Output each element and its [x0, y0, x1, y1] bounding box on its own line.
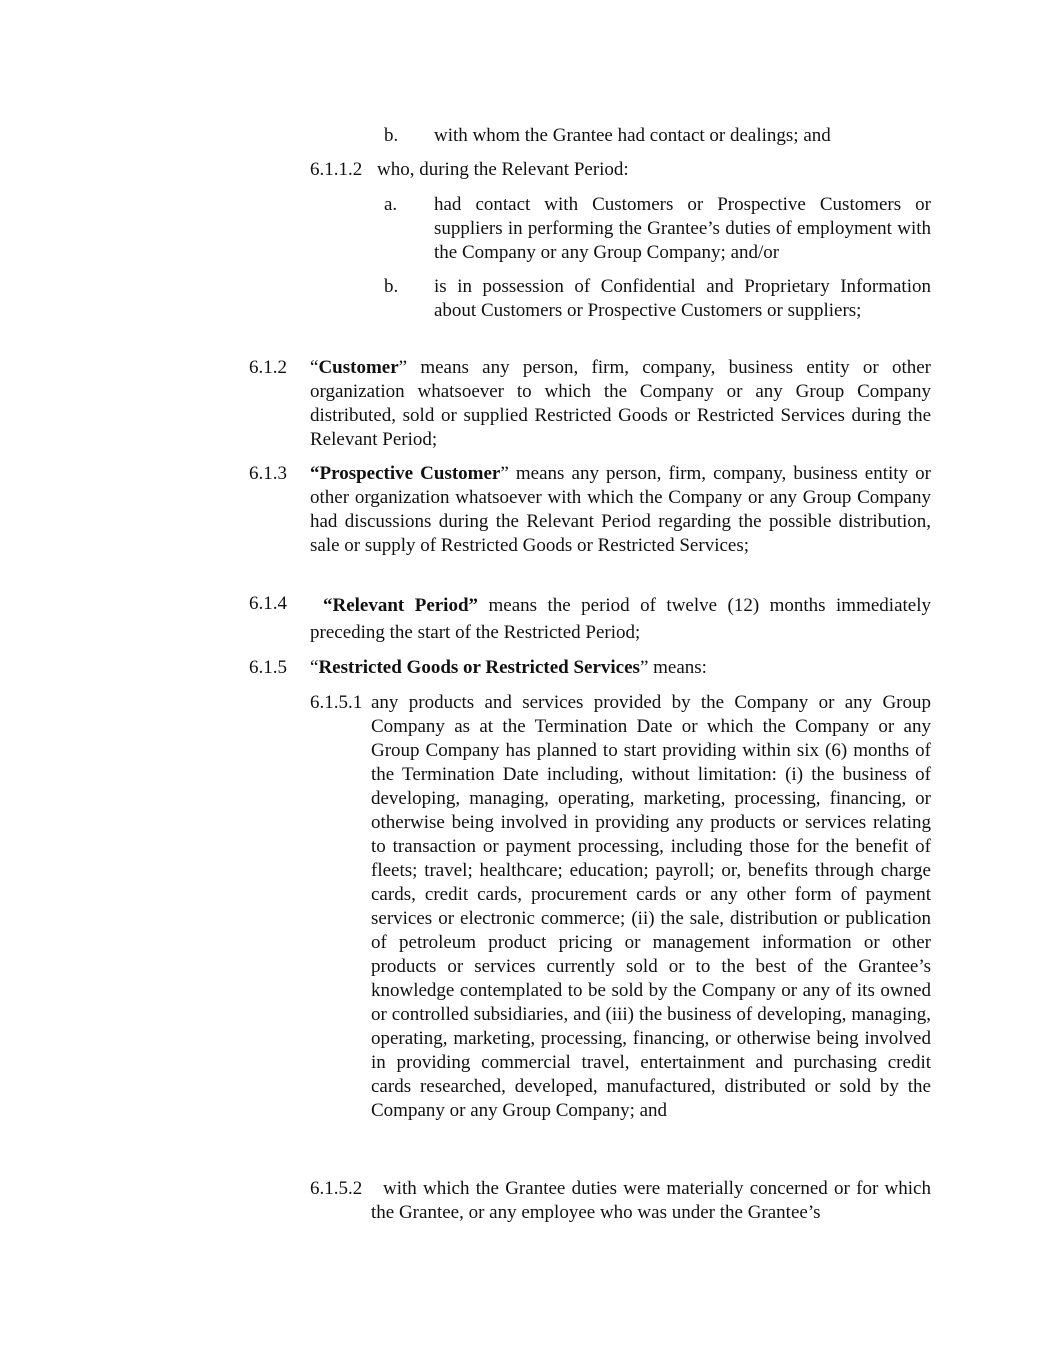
clause-text: [310, 656, 707, 680]
clause-6-1-5: [0, 656, 1055, 680]
sub-item-text: had contact with Customers or Prospective Customers or suppliers in performing the Grantee’s duties of employment with the Company or any Group Company; and/or: [434, 194, 931, 263]
defined-term: Customer: [318, 357, 399, 378]
clause-number: 6.1.5.2: [310, 1178, 363, 1199]
sub-item-label: b.: [384, 125, 399, 146]
clause-6-1-2: [0, 356, 1055, 452]
clause-body: any products and services provided by the Company or any Group Company as at the Termination Date or which the Company or any Group Company has planned to start providing within six (6) months of the Termination Date including, without limitation: (i) the business of developing, managing, operating, marketing, processing, financing, or otherwise being involved in providing any products or services relating to transaction or payment processing, including those for the benefit of fleets; travel; healthcare; education; payroll; or, benefits through charge cards, credit cards, procurement cards or any other form of payment services or electronic commerce; (ii) the sale, distribution or publication of petroleum product pricing or management information or other products or services currently sold or to the best of the Grantee’s knowledge contemplated to be sold by the Company or any of its owned or controlled subsidiaries, and (iii) the business of developing, managing, operating, marketing, processing, financing, or otherwise being involved in providing commercial travel, entertainment and purchasing credit cards researched, developed, manufactured, distributed or sold by the Company or any Group Company; and: [371, 692, 931, 1121]
clause-6-1-3: [0, 462, 1055, 582]
clause-text: [310, 592, 931, 646]
open-quote: “: [310, 657, 319, 678]
clause-text: [310, 356, 931, 452]
sub-item-a-2: [0, 193, 1055, 265]
clause-number: 6.1.5: [249, 657, 287, 678]
clause-number: 6.1.4: [249, 593, 287, 614]
clause-6-1-5-1: [0, 691, 1055, 1171]
clause-text: [310, 462, 931, 558]
defined-term: “Prospective Customer: [310, 463, 501, 484]
clause-number: 6.1.2: [249, 357, 287, 378]
clause-6-1-4: [0, 592, 1055, 646]
clause-text: [310, 691, 931, 1123]
sub-item-text: with whom the Grantee had contact or dealings; and: [434, 125, 831, 146]
sub-item-label: a.: [384, 194, 398, 215]
definition-text: ” means any person, firm, company, business entity or other organization whatsoever with which the Company or any Group Company had discussions during the Relevant Period regarding the possible distribution, sale or supply of Restricted Goods or Restricted Services;: [310, 463, 931, 556]
clause-number: 6.1.3: [249, 463, 287, 484]
open-quote: “: [310, 357, 319, 378]
sub-item-b-1: [0, 124, 1055, 148]
defined-term: “Relevant Period”: [323, 595, 479, 616]
definition-text: ” means:: [639, 657, 707, 678]
sub-item-label: b.: [384, 276, 399, 297]
clause-6-1-5-2: [0, 1177, 1055, 1225]
clause-number: 6.1.1.2: [310, 159, 363, 180]
sub-item-b-2: [0, 275, 1055, 347]
clause-text: who, during the Relevant Period:: [377, 159, 629, 180]
defined-term: Restricted Goods or Restricted Services: [318, 657, 640, 678]
definition-text: ” means any person, firm, company, business entity or other organization whatsoever to which the Company or any Group Company distributed, sold or supplied Restricted Goods or Restricted Services during the Relevant Period;: [310, 357, 931, 450]
clause-number: 6.1.5.1: [310, 692, 363, 713]
sub-item-text: is in possession of Confidential and Proprietary Information about Customers or Prospective Customers or suppliers;: [434, 276, 931, 321]
clause-text: [310, 1177, 931, 1225]
clause-body: with which the Grantee duties were materially concerned or for which the Grantee, or any employee who was under the Grantee’s: [371, 1178, 931, 1223]
definition-text: means the period of twelve (12) months immediately preceding the start of the Restricted Period;: [310, 595, 931, 643]
clause-6-1-1-2: [0, 158, 1055, 182]
